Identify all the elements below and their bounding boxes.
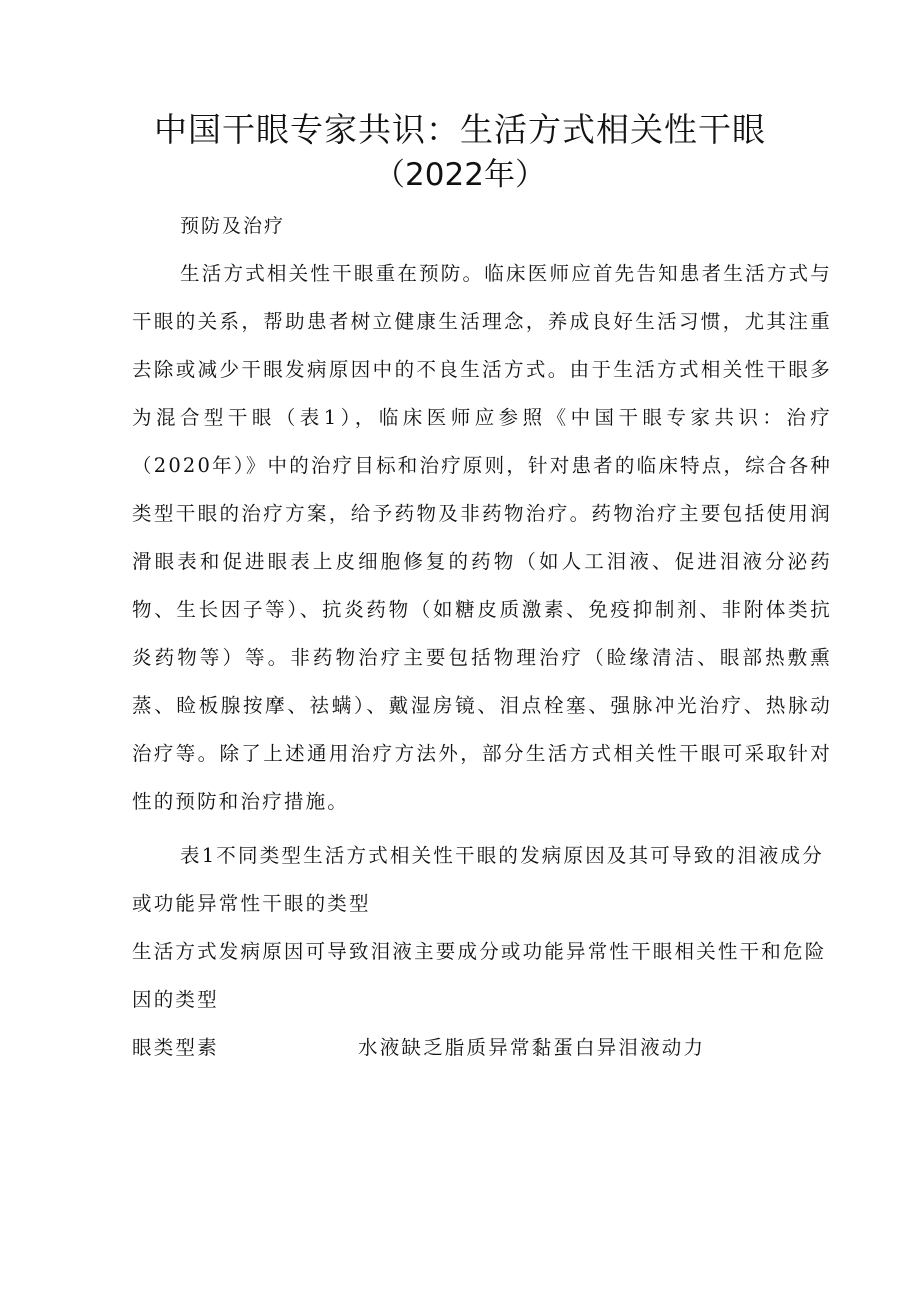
table-row	[132, 1024, 832, 1072]
section-heading: 预防及治疗	[180, 215, 286, 237]
body-paragraph: 生活方式相关性干眼重在预防。临床医师应首先告知患者生活方式与干眼的关系，帮助患者树立健康生活理念，养成良好生活习惯，尤其注重去除或减少干眼发病原因中的不良生活方式。由于生活方式相关性干眼多为混合型干眼（表1），临床医师应参照《中国干眼专家共识：治疗（2020年）》中的治疗目标和治疗原则，针对患者的临床特点，综合各种类型干眼的治疗方案，给予药物及非药物治疗。药物治疗主要包括使用润滑眼表和促进眼表上皮细胞修复的药物（如人工泪液、促进泪液分泌药物、生长因子等）、抗炎药物（如糖皮质激素、免疫抑制剂、非附体类抗炎药物等）等。非药物治疗主要包括物理治疗（睑缘清洁、眼部热敷熏蒸、睑板腺按摩、祛螨）、戴湿房镜、泪点栓塞、强脉冲光治疗、热脉动治疗等。除了上述通用治疗方法外，部分生活方式相关性干眼可采取针对性的预防和治疗措施。	[132, 262, 832, 813]
table-cell-left: 眼类型素	[132, 1036, 219, 1059]
document-title: 中国干眼专家共识：生活方式相关性干眼	[154, 110, 766, 149]
document-year: （2022年）	[374, 157, 546, 193]
table-caption: 表1不同类型生活方式相关性干眼的发病原因及其可导致的泪液成分或功能异常性干眼的类型	[132, 844, 824, 915]
table-cell-right: 水液缺乏脂质异常黏蛋白异泪液动力	[358, 1036, 706, 1059]
table-header: 生活方式发病原因可导致泪液主要成分或功能异常性干眼相关性干和危险因的类型	[132, 940, 827, 1011]
